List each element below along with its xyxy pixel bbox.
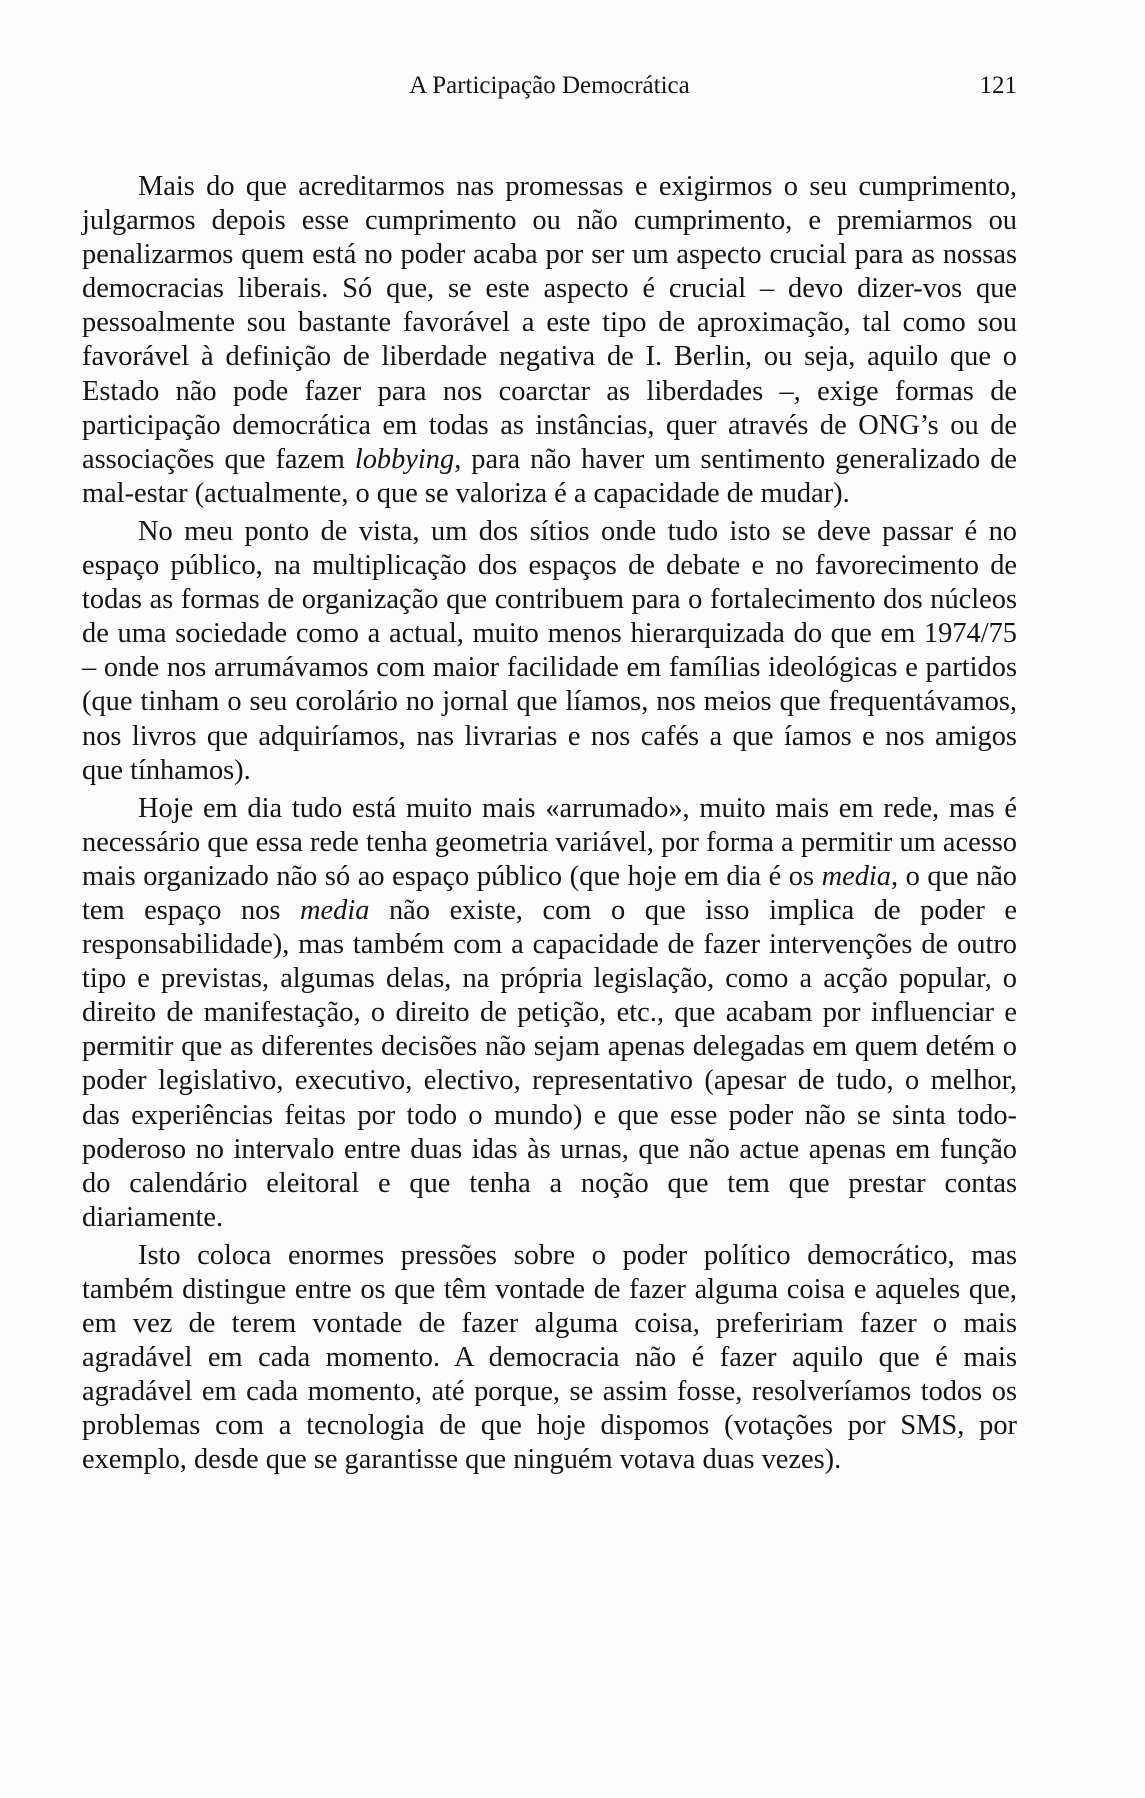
italic-term-media: media <box>821 860 891 892</box>
body-text <box>82 170 1017 1482</box>
paragraph-3 <box>82 792 1017 1235</box>
page-number: 121 <box>979 72 1017 99</box>
paragraph-4-text: Isto coloca enormes pressões sobre o poder político democrático, mas também distingue entre os que têm vontade de fazer alguma coisa e aqueles que, em vez de terem vontade de fazer alguma coisa, prefeririam fazer o mais agradável em cada momento. A democracia não é fazer aquilo que é mais agradável em cada momento, até porque, se assim fosse, resolveríamos todos os problemas com a tecnologia de que hoje dispomos (votações por SMS, por exemplo, desde que se garantisse que ninguém votava duas vezes). <box>82 1239 1017 1476</box>
paragraph-2-text: No meu ponto de vista, um dos sítios onde tudo isto se deve passar é no espaço público, na multiplicação dos espaços de debate e no favorecimento de todas as formas de organização que contribuem para o fortalecimento dos núcleos de uma sociedade como a actual, muito menos hierarquizada do que em 1974/75 – onde nos arrumávamos com maior facilidade em famílias ideológicas e partidos (que tinham o seu corolário no jornal que líamos, nos meios que frequentávamos, nos livros que adquiríamos, nas livrarias e nos cafés a que íamos e nos amigos que tínhamos). <box>82 515 1017 786</box>
paragraph-2 <box>82 515 1017 788</box>
running-title: A Participação Democrática <box>409 72 690 99</box>
paragraph-1-text-end: , para não haver um sentimento generalizado de mal-estar (actualmente, o que se valoriza é a capacidade de mudar). <box>82 443 1017 509</box>
italic-term-media-second: media <box>300 894 370 926</box>
paragraph-4 <box>82 1239 1017 1478</box>
italic-term-lobbying: lobbying <box>354 443 455 475</box>
paragraph-1-text: Mais do que acreditarmos nas promessas e exigirmos o seu cumprimento, julgarmos depois esse cumprimento ou não cumprimento, e premiarmos ou penalizarmos quem está no poder acaba por ser um aspecto crucial para as nossas democracias liberais. Só que, se este aspecto é crucial – devo dizer-vos que pessoalmente sou bastante favorável a este tipo de aproximação, tal como sou favorável à definição de liberdade negativa de I. Berlin, ou seja, aquilo que o Estado não pode fazer para nos coarctar as liberdades –, exige formas de participação democrática em todas as instâncias, quer através de ONG’s ou de associações que fazem <box>82 171 1017 475</box>
paragraph-3-text-end: não existe, com o que isso implica de poder e responsabilidade), mas também com a capacidade de fazer intervenções de outro tipo e previstas, algumas delas, na própria legislação, como a acção popular, o direito de manifestação, o direito de petição, etc., que acabam por influenciar e permitir que as diferentes decisões não sejam apenas delegadas em quem detém o poder legislativo, executivo, electivo, representativo (apesar de tudo, o melhor, das experiências feitas por todo o mundo) e que esse poder não se sinta todo-poderoso no intervalo entre duas idas às urnas, que não actue apenas em função do calendário eleitoral e que tenha a noção que tem que prestar contas diariamente. <box>82 894 1018 1233</box>
running-head <box>82 68 1017 104</box>
paragraph-3-text: Hoje em dia tudo está muito mais «arrumado», muito mais em rede, mas é necessário que essa rede tenha geometria variável, por forma a permitir um acesso mais organizado não só ao espaço público (que hoje em dia é os <box>82 792 1017 892</box>
paragraph-3-text-middle: , o que não tem espaço nos <box>82 860 1017 926</box>
paragraph-1 <box>82 170 1017 511</box>
